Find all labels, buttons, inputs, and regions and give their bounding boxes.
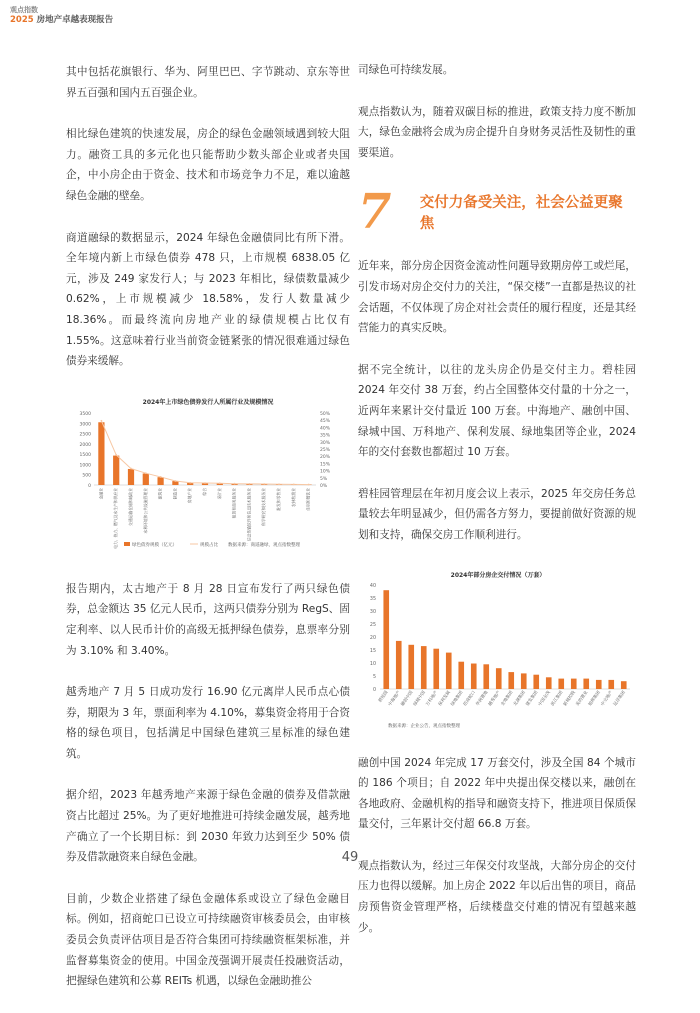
- x-tick-label: 旭辉集团: [586, 688, 602, 707]
- paragraph: 目前，少数企业搭建了绿色金融体系或设立了绿色金融目标。例如，招商蛇口已设立可持续融资审核委员会，由审核委员会负责评估项目是否符合集团可持续融资框架标准，并监督募集资金的使用。中国金茂强调开展责任投融资活动，把握绿色建筑和公募 REITs 机遇，以绿色金融助推公: [66, 889, 350, 992]
- bar: [143, 473, 149, 485]
- y2-tick-label: 45%: [320, 418, 331, 424]
- line-point: [160, 476, 162, 478]
- chart-source: 数据来源：企业公告，观点指数整理: [388, 722, 460, 729]
- x-tick-label: 新城控股: [561, 688, 577, 707]
- report-header: [10, 6, 113, 25]
- bar: [571, 678, 577, 688]
- x-tick-label: 水利环境和公共设施管理业: [143, 488, 148, 534]
- section-title: 交付力备受关注，社会公益更聚焦: [420, 191, 636, 233]
- chart-title: 2024年上市绿色债券发行人所属行业及规模情况: [143, 398, 274, 406]
- chart-source: 数据来源：商道融绿，观点指数整理: [228, 541, 300, 548]
- x-tick-label: 绿地集团: [449, 688, 465, 707]
- line-point: [145, 472, 147, 474]
- bar: [458, 661, 464, 688]
- x-tick-label: 中交地产: [599, 688, 615, 707]
- x-tick-label: 绿城中国: [411, 688, 427, 707]
- x-tick-label: 农林牧渔业: [291, 488, 296, 507]
- y-tick-label: 20: [370, 635, 376, 641]
- y-tick-label: 15: [370, 648, 376, 654]
- y-tick-label: 3500: [80, 411, 92, 417]
- y2-tick-label: 40%: [320, 425, 331, 431]
- x-tick-label: 中国金茂: [536, 688, 552, 707]
- bar: [508, 672, 514, 689]
- y2-tick-label: 50%: [320, 411, 331, 417]
- bar: [583, 678, 589, 688]
- bar: [98, 422, 104, 485]
- x-tick-label: 招商蛇口: [461, 689, 477, 707]
- y-tick-label: 3000: [80, 421, 92, 427]
- y-tick-label: 2500: [80, 431, 92, 437]
- y-tick-label: 500: [82, 472, 91, 478]
- bar: [113, 455, 119, 484]
- x-tick-label: 房地产业: [187, 488, 192, 503]
- legend-swatch: [124, 542, 130, 546]
- line-point: [219, 482, 221, 484]
- y-tick-label: 5: [373, 674, 376, 680]
- legend-label: 绿色债券规模（亿元）: [132, 541, 177, 548]
- bar: [157, 477, 163, 485]
- x-tick-label: 融创中国: [399, 688, 415, 707]
- x-tick-label: 碧桂园: [376, 688, 390, 703]
- line-point: [249, 483, 251, 485]
- bar: [433, 648, 439, 688]
- y2-tick-label: 0%: [320, 483, 328, 489]
- bar: [533, 674, 539, 688]
- header-title: [10, 15, 113, 26]
- bar: [128, 469, 134, 485]
- x-tick-label: 保利发展: [436, 688, 452, 707]
- x-tick-label: 金融业: [98, 488, 103, 500]
- line-point: [189, 482, 191, 484]
- y-tick-label: 30: [370, 609, 376, 615]
- x-tick-label: 建筑业: [158, 488, 163, 500]
- paragraph: 据介绍，2023 年越秀地产来源于绿色金融的债券及借款融资占比超过 25%。为了更好地推进可持续金融发展，越秀地产确立了一个长期目标：到 2030 年致力达到至少 50% 债券及借款融资来自绿色金融。: [66, 785, 350, 867]
- bar: [383, 590, 389, 689]
- x-tick-label: 综合: [202, 488, 207, 496]
- bar: [596, 679, 602, 688]
- x-tick-label: 美的置业: [574, 688, 590, 707]
- line-point: [175, 480, 177, 482]
- bar: [608, 679, 614, 688]
- line-point: [204, 482, 206, 484]
- header-year: 2025: [10, 15, 34, 25]
- left-column: [66, 62, 350, 1013]
- line-point: [130, 467, 132, 469]
- bar: [521, 673, 527, 689]
- bar: [408, 644, 414, 688]
- y2-tick-label: 35%: [320, 432, 331, 438]
- paragraph: 观点指数认为，经过三年保交付攻坚战，大部分房企的交付压力也得以缓解。加上房企 2022 年以后出售的项目，商品房预售资金管理严格，后续楼盘交付难的情况有望越来越少。: [358, 856, 636, 938]
- bar: [621, 681, 627, 689]
- bar: [421, 646, 427, 689]
- paragraph: 其中包括花旗银行、华为、阿里巴巴、字节跳动、京东等世界五百强和国内五百强企业。: [66, 62, 350, 103]
- y2-tick-label: 15%: [320, 461, 331, 467]
- paragraph: 近年来，部分房企因资金流动性问题导致期房停工或烂尾，引发市场对房企交付力的关注，“保交楼”一直都是热议的社会话题，不仅体现了房企对社会责任的履行程度，还是其经营能力的真实反映。: [358, 256, 636, 338]
- right-column: [358, 60, 636, 959]
- bar: [558, 678, 564, 688]
- y-tick-label: 40: [370, 583, 376, 589]
- bar: [546, 677, 552, 689]
- chart-title: 2024年部分房企交付情况（万套）: [451, 571, 546, 579]
- green-bond-chart-svg: [66, 393, 350, 561]
- y2-tick-label: 5%: [320, 476, 328, 482]
- x-tick-label: 万科地产: [424, 688, 440, 707]
- line-point: [263, 483, 265, 485]
- x-tick-label: 住宿和餐饮业: [306, 488, 311, 511]
- x-tick-label: 远洋集团: [611, 688, 627, 707]
- y-tick-label: 25: [370, 622, 376, 628]
- y2-tick-label: 20%: [320, 454, 331, 460]
- x-tick-label: 信息传输软件和信息技术服务业: [246, 488, 251, 541]
- paragraph: 相比绿色建筑的快速发展，房企的绿色金融领域遇到较大阻力。融资工具的多元化也只能帮助少数头部企业或者央国企，中小房企由于资金、技术和市场竞争力不足，难以逾越绿色金融的壁垒。: [66, 124, 350, 206]
- y-tick-label: 1500: [80, 452, 92, 458]
- header-brand: 观点指数: [10, 6, 113, 15]
- delivery-chart-svg: [358, 567, 636, 735]
- bar: [496, 668, 502, 689]
- line-point: [234, 483, 236, 485]
- section-heading: [358, 184, 636, 240]
- x-tick-label: 电力、热力、燃气及水生产和供应业: [113, 488, 118, 549]
- x-tick-label: 租赁和商务服务业: [232, 488, 237, 519]
- x-tick-label: 采矿业: [217, 488, 222, 500]
- bar: [446, 652, 452, 688]
- line-point: [293, 483, 295, 485]
- paragraph: 商道融绿的数据显示，2024 年绿色金融债同比有所下滑。全年境内新上市绿色债券 478 只，上市规模 6838.05 亿元，涉及 249 家发行人；与 2023 年相比，绿债数量减少 0.62%，上市规模减少 18.58%，发行人数量减少 18.36%。而最终流向房地产业的绿债规模占比仅有 1.55%。这意味着行业当前资金链紧张的情况很难通过绿色债券来缓解。: [66, 228, 350, 372]
- paragraph: 据不完全统计，以往的龙头房企仍是交付主力。碧桂园 2024 年交付 38 万套，约占全国整体交付量的十分之一，近两年来累计交付量近 100 万套。中海地产、融创中国、绿城中国、万科地产、保利发展、绿地集团等企业，2024 年的交付套数也都超过 10 万套。: [358, 360, 636, 463]
- page-number: 49: [0, 850, 700, 865]
- paragraph: 融创中国 2024 年完成 17 万套交付，涉及全国 84 个城市的 186 个项目；自 2022 年中央提出保交楼以来，融创在各地政府、金融机构的指导和融资支持下，推进项目保质保量交付，三年累计交付超 66.8 万套。: [358, 753, 636, 835]
- x-tick-label: 交通运输仓储和邮政业: [128, 488, 133, 526]
- line-point: [278, 483, 280, 485]
- bar: [471, 663, 477, 688]
- y2-tick-label: 25%: [320, 447, 331, 453]
- y-tick-label: 2000: [80, 442, 92, 448]
- section-number: 7: [358, 188, 408, 236]
- line-point: [101, 420, 103, 422]
- y2-tick-label: 10%: [320, 468, 331, 474]
- y-tick-label: 0: [88, 483, 91, 489]
- x-tick-label: 龙湖集团: [511, 688, 527, 707]
- line-point: [308, 483, 310, 485]
- paragraph: 碧桂园管理层在年初月度会议上表示，2025 年交房任务总量较去年明显减少，但仍需各方努力，要提前做好资源的规划和支持，确保交房工作顺利进行。: [358, 484, 636, 546]
- paragraph: 司绿色可持续发展。: [358, 60, 636, 81]
- paragraph: 报告期内，太古地产于 8 月 28 日宣布发行了两只绿色债券，总金额达 35 亿元人民币，这两只债券分别为 RegS、固定利率、以人民币计价的高级无抵押绿色债券，息票率分别为 3.10% 和 3.40%。: [66, 579, 350, 661]
- x-tick-label: 金地集团: [499, 688, 515, 707]
- bar: [396, 640, 402, 688]
- bar: [483, 664, 489, 689]
- line-point: [115, 454, 117, 456]
- legend-label: 规模占比: [200, 541, 218, 548]
- x-tick-label: 科学研究和技术服务业: [261, 488, 266, 526]
- y-tick-label: 10: [370, 661, 376, 667]
- x-tick-label: 制造业: [172, 488, 177, 500]
- x-tick-label: 批发和零售业: [276, 488, 281, 511]
- delivery-chart: [358, 567, 636, 739]
- x-tick-label: 华润置地: [474, 688, 490, 707]
- x-tick-label: 滨江集团: [549, 688, 565, 707]
- y-tick-label: 1000: [80, 462, 92, 468]
- y-tick-label: 35: [370, 596, 376, 602]
- paragraph: 越秀地产 7 月 5 日成功发行 16.90 亿元离岸人民币点心债券，期限为 3 年，票面利率为 4.10%，募集资金将用于合资格的绿色项目，包括满足中国绿色建筑三星标准的绿色建筑。: [66, 682, 350, 764]
- header-report-name: 房地产卓越表现报告: [37, 15, 114, 25]
- y2-tick-label: 30%: [320, 440, 331, 446]
- y-tick-label: 0: [373, 687, 376, 693]
- paragraph: 观点指数认为，随着双碳目标的推进，政策支持力度不断加大，绿色金融将会成为房企提升自身财务灵活性及韧性的重要渠道。: [358, 102, 636, 164]
- x-tick-label: 越秀地产: [486, 688, 502, 707]
- x-tick-label: 中海地产: [386, 688, 402, 707]
- x-tick-label: 建发集团: [524, 688, 540, 707]
- green-bond-chart: [66, 393, 350, 565]
